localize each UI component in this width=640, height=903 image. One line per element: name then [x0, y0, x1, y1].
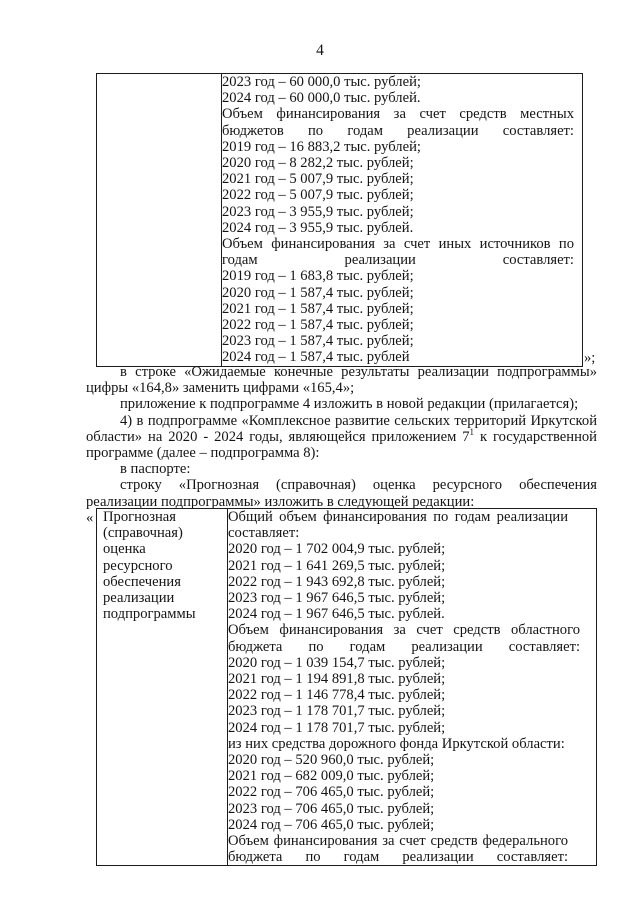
funding-line: 2024 год – 706 465,0 тыс. рублей; [228, 816, 435, 833]
resource-label-cell [97, 509, 228, 866]
paragraph-row-replacement: строку «Прогнозная (справочная) оценка ресурсного обеспечения реализации подпрограммы» изложить в следующей редакции: [86, 477, 597, 510]
funding-line: 2021 год – 1 641 269,5 тыс. рублей; [228, 557, 446, 574]
funding-line: 2023 год – 1 587,4 тыс. рублей; [222, 333, 414, 350]
road-fund-line: из них средства дорожного фонда Иркутской области: [228, 735, 565, 752]
funding-line: 2023 год – 3 955,9 тыс. рублей; [222, 203, 414, 220]
label-cell-empty [97, 74, 222, 367]
label-line: реализации [103, 590, 175, 607]
opening-quote: « [86, 510, 94, 526]
label-line: оценка [103, 541, 146, 558]
funding-line: 2020 год – 1 587,4 тыс. рублей; [222, 284, 414, 301]
funding-line: 2024 год – 3 955,9 тыс. рублей. [222, 219, 414, 236]
funding-heading-line: Объем финансирования за счет средств местных бюджетов по годам реализации составляет: [222, 106, 574, 139]
page-number: 4 [316, 42, 324, 59]
funding-line: 2023 год – 706 465,0 тыс. рублей; [228, 800, 435, 817]
funding-line: 2024 год – 1 587,4 тыс. рублей [222, 349, 410, 366]
funding-text-cell [228, 509, 597, 866]
funding-line: 2020 год – 1 702 004,9 тыс. рублей; [228, 541, 446, 558]
paragraph-subprogram-8-text: 4) в подпрограмме «Комплексное развитие сельских территорий Иркутской области» на 2020 - 2024 годы, являющейся приложением 7 [86, 412, 597, 445]
label-line: ресурсного [103, 557, 173, 574]
funding-table-continuation [96, 73, 583, 367]
paragraph-results: в строке «Ожидаемые конечные результаты реализации подпрограммы» цифры «164,8» заменить цифрами «165,4»; [86, 364, 597, 397]
funding-line: 2023 год – 1 178 701,7 тыс. рублей; [228, 703, 446, 720]
funding-line: 2023 год – 1 967 646,5 тыс. рублей; [228, 590, 446, 607]
funding-line: 2021 год – 1 194 891,8 тыс. рублей; [228, 671, 446, 688]
funding-heading-line: Объем финансирования за счет иных источников по годам реализации составляет: [222, 236, 574, 269]
paragraph-subprogram-8-tail: к государственной программе (далее – подпрограмма 8): [86, 428, 597, 462]
funding-line: 2020 год – 1 039 154,7 тыс. рублей; [228, 654, 446, 671]
funding-line: 2019 год – 1 683,8 тыс. рублей; [222, 268, 414, 285]
funding-line: 2022 год – 1 943 692,8 тыс. рублей; [228, 573, 446, 590]
funding-heading-line: Общий объем финансирования по годам реализации составляет: [228, 509, 568, 542]
funding-line: 2022 год – 1 587,4 тыс. рублей; [222, 317, 414, 334]
funding-heading-line: Объем финансирования за счет средств федерального бюджета по годам реализации составляет: [228, 833, 568, 866]
closing-quote: »; [584, 350, 596, 366]
funding-line: 2020 год – 8 282,2 тыс. рублей; [222, 155, 414, 172]
funding-line: 2022 год – 5 007,9 тыс. рублей; [222, 187, 414, 204]
funding-line: 2024 год – 1 967 646,5 тыс. рублей. [228, 606, 445, 623]
funding-line: 2022 год – 1 146 778,4 тыс. рублей; [228, 687, 446, 704]
paragraph-subprogram-8 [86, 413, 597, 462]
funding-table-new [96, 508, 597, 866]
superscript-1: 1 [469, 426, 475, 437]
label-line: подпрограммы [103, 606, 196, 623]
paragraph-passport: в паспорте: [120, 461, 191, 478]
funding-line: 2021 год – 5 007,9 тыс. рублей; [222, 171, 414, 188]
paragraph-appendix: приложение к подпрограмме 4 изложить в новой редакции (прилагается); [120, 396, 579, 413]
funding-line: 2019 год – 16 883,2 тыс. рублей; [222, 138, 421, 155]
funding-line: 2024 год – 60 000,0 тыс. рублей. [222, 90, 421, 107]
funding-heading-line: Объем финансирования за счет средств областного бюджета по годам реализации составляет: [228, 622, 580, 655]
amendment-text [86, 364, 597, 510]
funding-line: 2022 год – 706 465,0 тыс. рублей; [228, 784, 435, 801]
funding-line: 2021 год – 682 009,0 тыс. рублей; [228, 768, 435, 785]
funding-line: 2020 год – 520 960,0 тыс. рублей; [228, 752, 435, 769]
funding-text-cell [222, 74, 583, 367]
funding-line: 2024 год – 1 178 701,7 тыс. рублей; [228, 719, 446, 736]
funding-line: 2023 год – 60 000,0 тыс. рублей; [222, 74, 421, 90]
label-line: обеспечения [103, 573, 181, 590]
label-line: Прогнозная [103, 509, 176, 525]
funding-line: 2021 год – 1 587,4 тыс. рублей; [222, 300, 414, 317]
label-line: (справочная) [103, 525, 183, 542]
